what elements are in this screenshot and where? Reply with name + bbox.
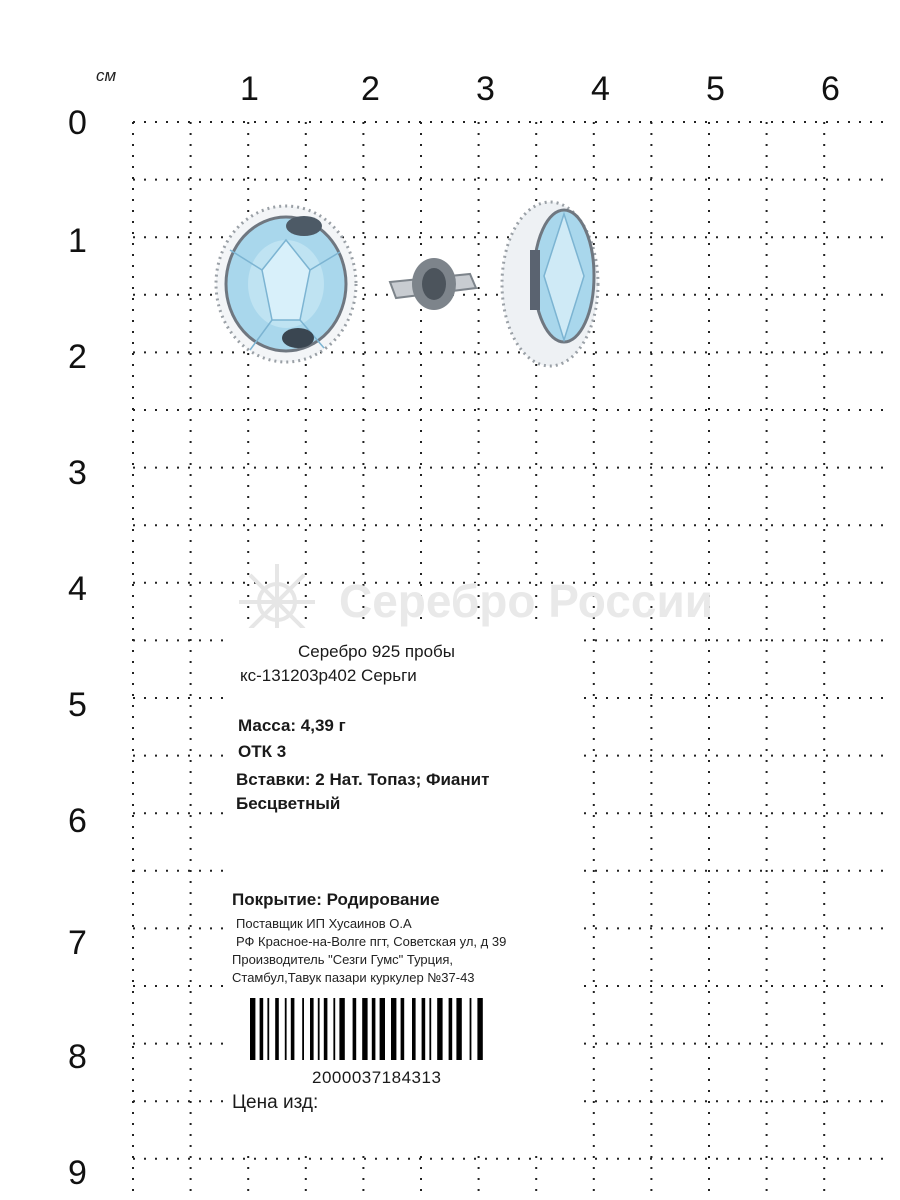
barcode-bar: [412, 998, 416, 1060]
barcode-bar: [401, 998, 405, 1060]
tag-inserts-continued: Бесцветный: [236, 794, 341, 813]
barcode-bar: [391, 998, 396, 1060]
x-tick-6: 6: [821, 70, 840, 108]
earrings-photo: [200, 190, 620, 390]
barcode-bar: [449, 998, 453, 1060]
barcode-bar: [324, 998, 328, 1060]
barcode-bar: [318, 998, 320, 1060]
y-tick-8: 8: [68, 1038, 87, 1076]
barcode-bar: [310, 998, 314, 1060]
barcode-bar: [477, 998, 482, 1060]
earring-front-view: [216, 206, 356, 362]
barcode-bar: [380, 998, 385, 1060]
y-tick-6: 6: [68, 802, 87, 840]
barcode-bar: [250, 998, 255, 1060]
barcode-bar: [429, 998, 431, 1060]
tag-inserts: Вставки: 2 Нат. Топаз; Фианит: [236, 770, 490, 789]
y-tick-3: 3: [68, 454, 87, 492]
x-tick-4: 4: [591, 70, 610, 108]
tag-manufacturer: Производитель "Сезги Гумс" Турция,: [232, 952, 454, 967]
barcode-graphic: [246, 998, 550, 1064]
barcode-bar: [437, 998, 442, 1060]
tag-metal-assay: Серебро 925 пробы: [298, 642, 455, 661]
barcode-bar: [470, 998, 472, 1060]
x-tick-2: 2: [361, 70, 380, 108]
y-tick-9: 9: [68, 1154, 87, 1192]
barcode-bar: [422, 998, 426, 1060]
tag-otk: ОТК 3: [238, 742, 287, 761]
y-tick-5: 5: [68, 686, 87, 724]
barcode-bar: [302, 998, 304, 1060]
barcode-bar: [275, 998, 279, 1060]
barcode-bar: [372, 998, 376, 1060]
barcode-bar: [267, 998, 269, 1060]
x-tick-5: 5: [706, 70, 725, 108]
y-tick-1: 1: [68, 222, 87, 260]
tag-article: кс-131203р402 Серьги: [240, 666, 417, 685]
tag-address: РФ Красное-на-Волге пгт, Советская ул, д 39: [236, 934, 507, 949]
barcode-bar: [339, 998, 344, 1060]
y-tick-2: 2: [68, 338, 87, 376]
tag-coating: Покрытие: Родирование: [232, 890, 440, 909]
y-tick-4: 4: [68, 570, 87, 608]
ruler-unit-label: см: [96, 66, 117, 85]
barcode-bar: [353, 998, 357, 1060]
barcode-bar: [333, 998, 335, 1060]
tag-manufacturer-address: Стамбул,Тавук пазари куркулер №37-43: [232, 970, 475, 985]
price-label: Цена изд:: [232, 1092, 319, 1113]
barcode-bar: [291, 998, 295, 1060]
y-tick-0: 0: [68, 104, 87, 142]
watermark-brand-text: Серебро России: [339, 575, 714, 627]
barcode-bar: [362, 998, 367, 1060]
barcode-bar: [456, 998, 461, 1060]
barcode-bar: [260, 998, 264, 1060]
earring-side-view: [390, 202, 598, 366]
barcode-number: 2000037184313: [312, 1068, 442, 1087]
barcode-bar: [285, 998, 287, 1060]
x-tick-3: 3: [476, 70, 495, 108]
tag-supplier: Поставщик ИП Хусаинов О.А: [236, 916, 412, 931]
x-tick-1: 1: [240, 70, 259, 108]
tag-mass: Масса: 4,39 г: [238, 716, 346, 735]
y-tick-7: 7: [68, 924, 87, 962]
